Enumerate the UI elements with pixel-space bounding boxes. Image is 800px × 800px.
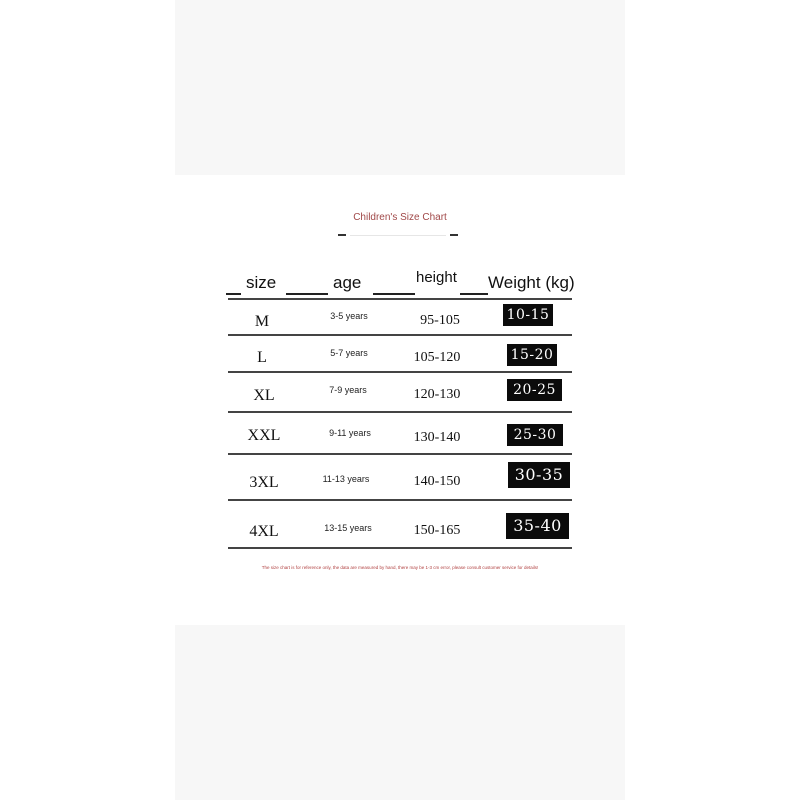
- title-rule-right-dash: [450, 234, 458, 236]
- cell-age: 13-15 years: [324, 523, 372, 533]
- header-rule: [286, 293, 328, 295]
- title-underline: [338, 232, 458, 240]
- header-rule: [226, 293, 241, 295]
- table-divider: [228, 547, 572, 549]
- header-rule: [373, 293, 415, 295]
- cell-weight-badge: 25-30: [507, 424, 563, 446]
- cell-size: XL: [253, 387, 275, 404]
- cell-age: 5-7 years: [330, 348, 368, 358]
- header-height: height: [416, 269, 457, 286]
- cell-age: 9-11 years: [329, 428, 371, 438]
- cell-height: 95-105: [420, 313, 460, 328]
- table-divider: [228, 334, 572, 336]
- cell-weight-badge: 30-35: [508, 462, 570, 488]
- cell-size: XXL: [247, 427, 281, 444]
- cell-size: 4XL: [249, 523, 279, 540]
- cell-height: 105-120: [413, 350, 461, 365]
- header-weight: Weight (kg): [488, 273, 575, 292]
- header-size: size: [246, 273, 277, 292]
- top-gray-panel: [175, 0, 625, 175]
- cell-height: 140-150: [413, 474, 461, 489]
- title-rule-line: [350, 235, 446, 236]
- cell-weight-badge: 15-20: [507, 344, 557, 366]
- cell-weight-badge: 35-40: [506, 513, 569, 539]
- cell-size: M: [254, 313, 270, 330]
- cell-size: L: [257, 349, 267, 366]
- cell-height: 150-165: [413, 523, 461, 538]
- cell-weight-badge: 20-25: [507, 379, 562, 401]
- cell-height: 120-130: [413, 387, 461, 402]
- bottom-gray-panel: [175, 625, 625, 800]
- cell-size: 3XL: [249, 474, 279, 491]
- cell-age: 7-9 years: [329, 385, 367, 395]
- cell-age: 3-5 years: [330, 311, 368, 321]
- header-age: age: [333, 273, 362, 292]
- cell-height: 130-140: [413, 430, 461, 445]
- chart-title: Children's Size Chart: [353, 212, 447, 223]
- table-divider: [228, 371, 572, 373]
- table-divider: [228, 499, 572, 501]
- table-header: [226, 266, 575, 300]
- size-chart-note: The size chart is for reference only, the data are measured by hand, there may be 1-3 cm error, please consult customer service for details!: [261, 565, 539, 570]
- table-divider: [228, 298, 572, 300]
- table-divider: [228, 453, 572, 455]
- cell-age: 11-13 years: [322, 474, 370, 484]
- cell-weight-badge: 10-15: [503, 304, 553, 326]
- title-rule-left-dash: [338, 234, 346, 236]
- table-divider: [228, 411, 572, 413]
- header-rule: [460, 293, 488, 295]
